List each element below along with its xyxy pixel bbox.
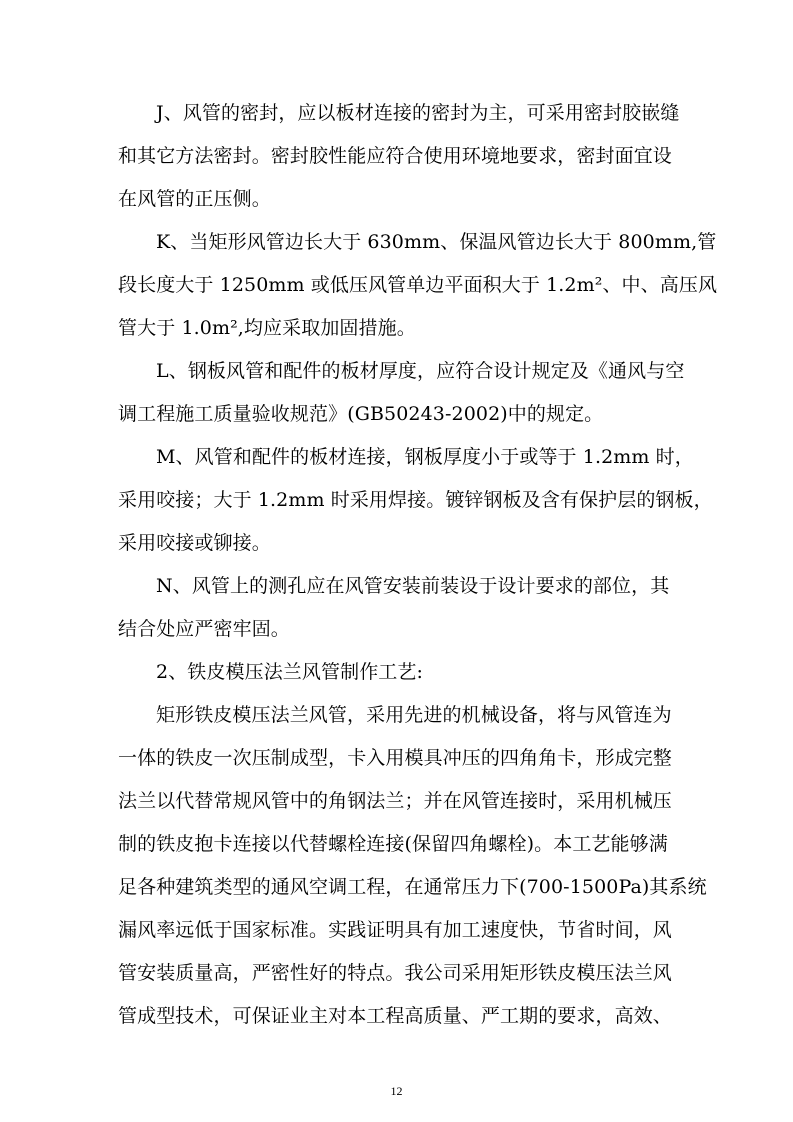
paragraph-k-line-3: 管大于 1.0m²,均应采取加固措施。 bbox=[118, 317, 416, 339]
paragraph-l-line-2: 调工程施工质量验收规范》(GB50243-2002)中的规定。 bbox=[118, 403, 604, 425]
body-line-6: 漏风率远低于国家标准。实践证明具有加工速度快，节省时间，风 bbox=[118, 919, 672, 941]
paragraph-m-line-1: M、风管和配件的板材连接，钢板厚度小于或等于 1.2mm 时， bbox=[156, 446, 694, 468]
paragraph-n-line-1: N、风管上的测孔应在风管安装前装设于设计要求的部位，其 bbox=[156, 575, 670, 597]
body-line-8: 管成型技术，可保证业主对本工程高质量、严工期的要求，高效、 bbox=[118, 1005, 672, 1027]
paragraph-m-line-2: 采用咬接；大于 1.2mm 时采用焊接。镀锌钢板及含有保护层的钢板， bbox=[118, 489, 713, 511]
paragraph-j-line-3: 在风管的正压侧。 bbox=[118, 188, 271, 210]
body-line-3: 法兰以代替常规风管中的角钢法兰；并在风管连接时，采用机械压 bbox=[118, 790, 672, 812]
paragraph-n-line-2: 结合处应严密牢固。 bbox=[118, 618, 290, 640]
page-number: 12 bbox=[390, 1084, 403, 1098]
paragraph-l-line-1: L、钢板风管和配件的板材厚度，应符合设计规定及《通风与空 bbox=[156, 360, 685, 382]
body-line-1: 矩形铁皮模压法兰风管，采用先进的机械设备，将与风管连为 bbox=[156, 704, 672, 726]
body-line-4: 制的铁皮抱卡连接以代替螺栓连接(保留四角螺栓)。本工艺能够满 bbox=[118, 833, 668, 855]
body-line-2: 一体的铁皮一次压制成型，卡入用模具冲压的四角角卡，形成完整 bbox=[118, 747, 672, 769]
paragraph-j-line-1: J、风管的密封，应以板材连接的密封为主，可采用密封胶嵌缝 bbox=[156, 102, 680, 124]
body-line-7: 管安装质量高，严密性好的特点。我公司采用矩形铁皮模压法兰风 bbox=[118, 962, 672, 984]
section-heading: 2、铁皮模压法兰风管制作工艺: bbox=[156, 661, 423, 683]
paragraph-m-line-3: 采用咬接或铆接。 bbox=[118, 532, 271, 554]
paragraph-k-line-1: K、当矩形风管边长大于 630mm、保温风管边长大于 800mm,管 bbox=[156, 231, 717, 253]
paragraph-k-line-2: 段长度大于 1250mm 或低压风管单边平面积大于 1.2m²、中、高压风 bbox=[118, 274, 718, 296]
paragraph-j-line-2: 和其它方法密封。密封胶性能应符合使用环境地要求，密封面宜设 bbox=[118, 145, 672, 167]
body-line-5: 足各种建筑类型的通风空调工程，在通常压力下(700-1500Pa)其系统 bbox=[118, 876, 707, 898]
document-body bbox=[118, 92, 718, 1038]
